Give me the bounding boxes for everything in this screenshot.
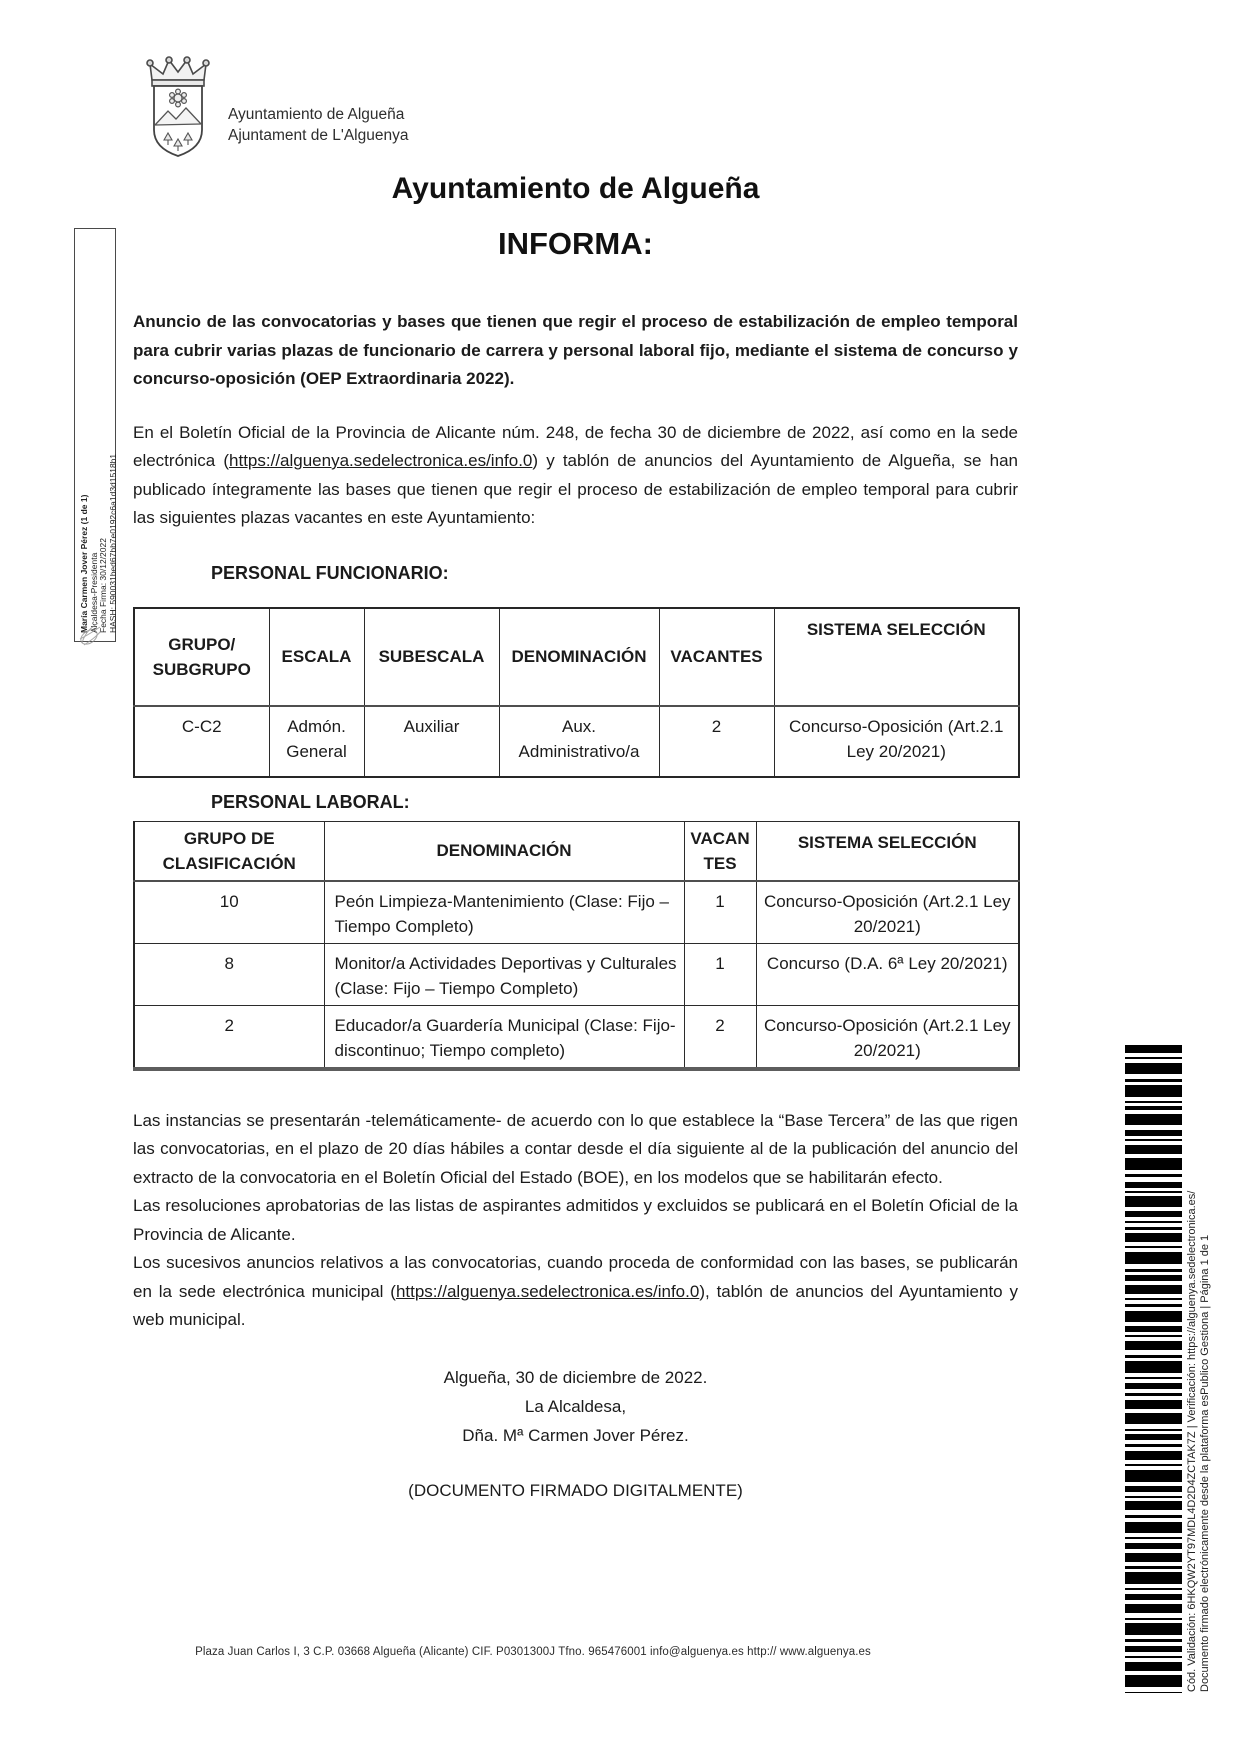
column-header: DENOMINACIÓN [324,821,684,881]
table-cell: Concurso-Oposición (Art.2.1 Ley 20/2021) [756,1005,1019,1069]
table-cell: Monitor/a Actividades Deportivas y Culturales (Clase: Fijo – Tiempo Completo) [324,943,684,1005]
column-header: DENOMINACIÓN [499,608,659,706]
text-segment: ), tablón de anuncios del Ayuntamiento y web municipal. [133,1281,1018,1329]
barcode-bar [1125,1604,1182,1613]
signer-role: Alcaldesa-Presidenta [88,552,99,633]
paragraph-sucesivos [133,1249,1018,1335]
text-segment: En el Boletín Oficial de la Provincia de Alicante núm. 248, de fecha 30 de diciembre de 2022, así como en la sede electrónica ( [133,422,1018,470]
signature-sidebar [74,228,116,642]
table-cell: Auxiliar [364,706,499,777]
municipal-logo [138,56,408,160]
table-header-row [134,821,1019,881]
table-cell: Concurso-Oposición (Art.2.1 Ley 20/2021) [756,881,1019,944]
heading-personal-funcionario: PERSONAL FUNCIONARIO: [211,562,449,583]
digitally-signed-note: (DOCUMENTO FIRMADO DIGITALMENTE) [408,1480,743,1500]
barcode-bar [1125,1085,1182,1097]
table-row [134,706,1019,777]
barcode-bar [1125,1311,1182,1322]
table-cell: 8 [134,943,324,1005]
page-title: Ayuntamiento de Algueña [391,172,760,205]
closing-role: La Alcaldesa, [524,1396,627,1416]
barcode-bar [1125,1196,1182,1207]
barcode-bar [1125,1522,1182,1533]
closing-place-date: Algueña, 30 de diciembre de 2022. [443,1367,708,1387]
column-header: SUBESCALA [364,608,499,706]
table-row [134,1005,1019,1069]
table-cell: C-C2 [134,706,269,777]
barcode-bar [1125,1675,1182,1687]
table-cell: 1 [684,943,756,1005]
column-header: SISTEMA SELECCIÓN [774,608,1019,706]
page-subtitle: INFORMA: [498,226,653,261]
table-row [134,943,1019,1005]
heading-personal-laboral: PERSONAL LABORAL: [211,791,410,812]
table-cell: 2 [134,1005,324,1069]
validation-sidebar [1186,930,1212,1692]
table-personal-funcionario [133,607,1020,778]
barcode-bar [1125,1233,1182,1242]
signer-name: María Carmen Jover Pérez (1 de 1) [79,494,89,633]
inline-link[interactable]: https://alguenya.sedelectronica.es/info.0 [395,1281,700,1301]
paragraph-instancias: Las instancias se presentarán -telemáticamente- de acuerdo con lo que establece la “Base Tercera” de las que rigen las convocatorias, en el plazo de 20 días hábiles a contar desde el día siguiente al de la publicación del anuncio del extracto de la convocatoria en el Boletín Oficial del Estado (BOE), en los modelos que se habilitarán efecto. [133,1110,1018,1187]
validation-code-line: Cód. Validación: 6HKQW2YT97MDL4D2D4ZCTAK7Z | Verificación: https://alguenya.sedelectronica.es/ [1186,1190,1198,1692]
footer-contact-line: Plaza Juan Carlos I, 3 C.P. 03668 Algueña (Alicante) CIF. P0301300J Tfno. 965476001 info@alguenya.es http:// www.alguenya.es [195,1646,871,1658]
table-cell: Aux. Administrativo/a [499,706,659,777]
column-header: ESCALA [269,608,364,706]
barcode-bar [1125,1572,1182,1584]
barcode-bar [1125,1285,1182,1294]
column-header: VACANTES [684,821,756,881]
barcode-bar [1125,1361,1182,1373]
barcode-bar [1125,1158,1182,1170]
column-header: SISTEMA SELECCIÓN [756,821,1019,881]
table-cell: 1 [684,881,756,944]
table-personal-laboral [133,821,1020,1071]
barcode-bar [1125,1470,1182,1482]
table-cell: 10 [134,881,324,944]
closing-name: Dña. Mª Carmen Jover Pérez. [462,1425,689,1445]
barcode-bar [1125,1451,1182,1460]
table-cell: Admón. General [269,706,364,777]
table-cell: 2 [659,706,774,777]
table-header-row [134,608,1019,706]
paragraph-announcement: Anuncio de las convocatorias y bases que tienen que regir el proceso de estabilización de empleo temporal para cubrir varias plazas de funcionario de carrera y personal laboral fijo, mediante el sistema de concurso y concurso-oposición (OEP Extraordinaria 2022). [133,312,1018,388]
table-row [134,881,1019,944]
table-cell: Concurso (D.A. 6ª Ley 20/2021) [756,943,1019,1005]
column-header: GRUPO/ SUBGRUPO [134,608,269,706]
barcode-bar [1125,1413,1182,1424]
document-body [133,300,1018,1505]
paragraph-bop [133,419,1018,533]
barcode [1125,1045,1182,1693]
barcode-bar [1125,1501,1182,1510]
text-segment: Los sucesivos anuncios relativos a las convocatorias, cuando proceda de conformidad con las bases, se publicarán en la sede electrónica municipal ( [133,1253,1018,1301]
logo-name-es: Ayuntamiento de Algueña [228,106,405,123]
barcode-bar [1125,1553,1182,1562]
barcode-bar [1125,1623,1182,1635]
inline-link[interactable]: https://alguenya.sedelectronica.es/info.0 [229,451,533,470]
signature-stamp-icon [76,619,104,649]
column-header: GRUPO DE CLASIFICACIÓN [134,821,324,881]
signature-date: Fecha Firma: 30/12/2022 [98,538,109,633]
text-segment: ) y tablón de anuncios del Ayuntamiento de Algueña, se han publicado íntegramente las bases que tienen que regir el proceso de estabilización de empleo temporal para cubrir las siguientes plazas vacantes en este Ayuntamiento: [133,451,1018,527]
barcode-bar [1125,1662,1182,1671]
signature-hash: HASH: 590031bed67bb7e0192c6a1d3d1518b1 [107,453,118,633]
barcode-bar [1125,1063,1182,1074]
logo-name-val: Ajuntament de L'Alguenya [228,127,409,144]
table-cell: 2 [684,1005,756,1069]
table-cell: Educador/a Guardería Municipal (Clase: Fijo-discontinuo; Tiempo completo) [324,1005,684,1069]
barcode-bar [1125,1252,1182,1264]
paragraph-resoluciones: Las resoluciones aprobatorias de las listas de aspirantes admitidos y excluidos se publicará en el Boletín Oficial de la Provincia de Alicante. [133,1196,1018,1244]
barcode-bar [1125,1692,1182,1693]
table-cell: Peón Limpieza-Mantenimiento (Clase: Fijo – Tiempo Completo) [324,881,684,944]
barcode-bar [1125,1114,1182,1125]
barcode-bar [1125,1400,1182,1409]
coat-of-arms-icon [138,56,218,160]
column-header: VACANTES [659,608,774,706]
table-cell: Concurso-Oposición (Art.2.1 Ley 20/2021) [774,706,1019,777]
barcode-bar [1125,1045,1182,1053]
validation-platform-line: Documento firmado electrónicamente desde la plataforma esPublico Gestiona | Página 1 de 1 [1199,1234,1211,1692]
barcode-bar [1125,1145,1182,1154]
barcode-bar [1125,1341,1182,1350]
